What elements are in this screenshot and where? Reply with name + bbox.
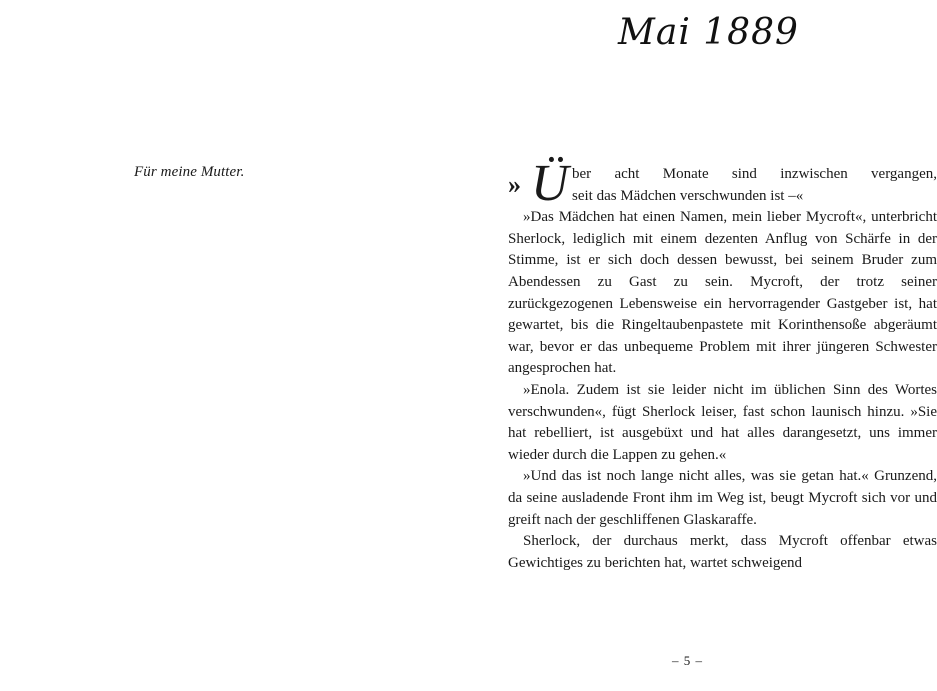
body-text — [508, 155, 937, 574]
first-paragraph — [508, 155, 937, 212]
paragraph: »Und das ist noch lange nicht alles, was sie getan hat.« Grunzend, da seine ausladende Front ihm im Weg ist, beugt Mycroft sich vor und greift nach der geschliffenen Glaskaraffe. — [508, 468, 937, 528]
chapter-title: Mai 1889 — [618, 12, 799, 53]
first-line: ber acht Monate sind inzwischen vergangen, — [572, 166, 937, 182]
drop-cap: Ü — [531, 155, 569, 212]
second-line: seit das Mädchen verschwunden ist –« — [572, 187, 804, 204]
dedication: Für meine Mutter. — [134, 164, 245, 180]
paragraph: »Das Mädchen hat einen Namen, mein lieber Mycroft«, unterbricht Sherlock, lediglich mit einem dezenten Anflug von Schärfe in der Stimme, ist er sich doch dessen bewusst, bei seinem Bruder zum Abendessen zu Gast zu sein. Mycroft, der trotz seiner zurückgezogenen Lebensweise ein hervorragender Gastgeber ist, hat gewartet, bis die Ringeltaubenpastete mit Korinthensoße abgeräumt war, bevor er das unbequeme Problem mit ihrer jüngeren Schwester angesprochen hat. — [508, 209, 937, 377]
left-page — [0, 0, 432, 691]
opening-guillemet: » — [508, 170, 521, 199]
right-page — [432, 0, 937, 691]
paragraph: Sherlock, der durchaus merkt, dass Mycroft offenbar etwas Gewichtiges zu berichten hat, wartet schweigend — [508, 533, 937, 571]
page-number: – 5 – — [672, 653, 703, 668]
paragraph: »Enola. Zudem ist sie leider nicht im üblichen Sinn des Wortes verschwunden«, fügt Sherlock leiser, fast schon launisch hinzu. »Sie hat rebelliert, ist ausgebüxt und hat alles darangesetzt, uns immer wieder durch die Lappen zu gehen.« — [508, 381, 937, 463]
